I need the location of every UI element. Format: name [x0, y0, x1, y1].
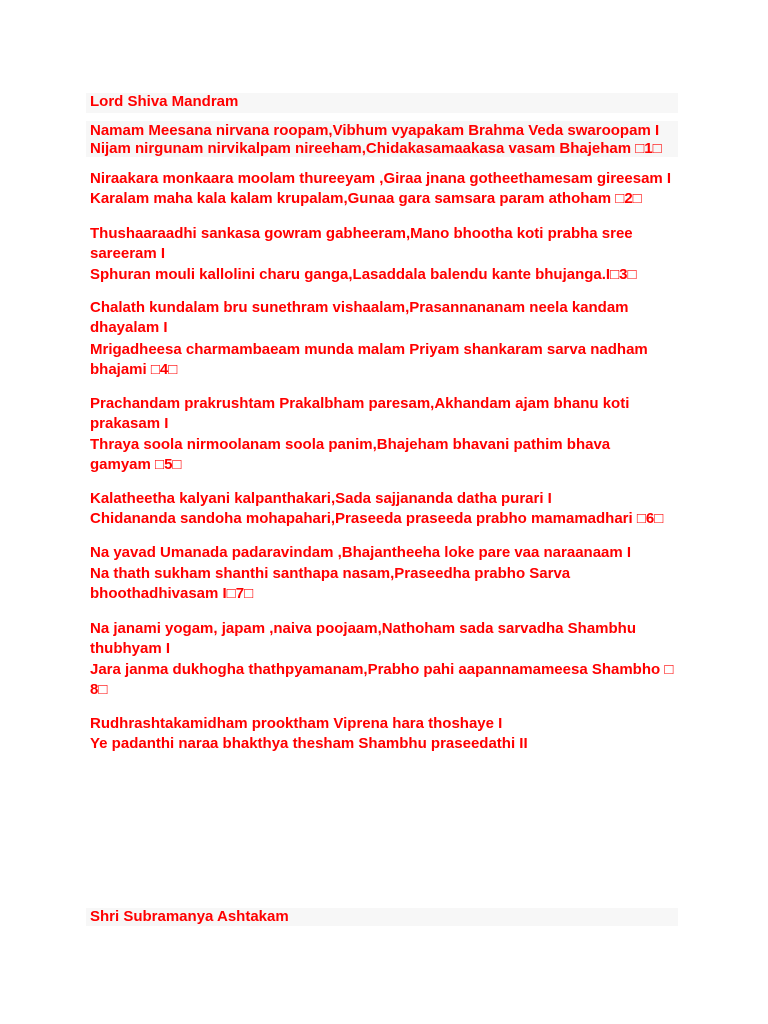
verse-9-line-1: Rudhrashtakamidham prooktham Viprena hara thoshaye I [90, 715, 503, 732]
section-title-2: Shri Subramanya Ashtakam [90, 908, 289, 925]
page-title: Lord Shiva Mandram [90, 93, 239, 110]
verse-5-line-3: Thraya soola nirmoolanam soola panim,Bhajeham bhavani pathim bhava [90, 436, 611, 453]
verse-7-line-2: Na thath sukham shanthi santhapa nasam,Praseedha prabho Sarva [90, 565, 571, 582]
verse-6-line-2: Chidananda sandoha mohapahari,Praseeda praseeda prabho mamamadhari □6□ [90, 510, 664, 527]
verse-3-line-2: sareeram I [90, 245, 166, 262]
verse-4-line-1: Chalath kundalam bru sunethram vishaalam,Prasannananam neela kandam [90, 299, 629, 316]
verse-1-line-1: Namam Meesana nirvana roopam,Vibhum vyapakam Brahma Veda swaroopam I [90, 122, 660, 139]
verse-6-line-1: Kalatheetha kalyani kalpanthakari,Sada sajjananda datha purari I [90, 490, 552, 507]
verse-5-line-2: prakasam I [90, 415, 169, 432]
verse-2-line-2: Karalam maha kala kalam krupalam,Gunaa gara samsara param athoham □2□ [90, 190, 642, 207]
verse-5-line-1: Prachandam prakrushtam Prakalbham paresam,Akhandam ajam bhanu koti [90, 395, 630, 412]
verse-9-line-2: Ye padanthi naraa bhakthya thesham Shambhu praseedathi II [90, 735, 528, 752]
verse-8-line-3: Jara janma dukhogha thathpyamanam,Prabho pahi aapannamameesa Shambho □ [90, 661, 674, 678]
verse-3-line-1: Thushaaraadhi sankasa gowram gabheeram,Mano bhootha koti prabha sree [90, 225, 633, 242]
verse-4-line-3: Mrigadheesa charmambaeam munda malam Priyam shankaram sarva nadham [90, 341, 648, 358]
verse-8-line-2: thubhyam I [90, 640, 171, 657]
verse-8-line-1: Na janami yogam, japam ,naiva poojaam,Nathoham sada sarvadha Shambhu [90, 620, 637, 637]
verse-4-line-4: bhajami □4□ [90, 361, 178, 378]
verse-4-line-2: dhayalam I [90, 319, 168, 336]
verse-7-line-3: bhoothadhivasam I□7□ [90, 585, 254, 602]
verse-7-line-1: Na yavad Umanada padaravindam ,Bhajantheeha loke pare vaa naraanaam I [90, 544, 632, 561]
verse-5-line-4: gamyam □5□ [90, 456, 182, 473]
verse-8-line-4: 8□ [90, 681, 108, 698]
verse-2-line-1: Niraakara monkaara moolam thureeyam ,Giraa jnana gotheethamesam gireesam I [90, 170, 672, 187]
verse-1-line-2: Nijam nirgunam nirvikalpam nireeham,Chidakasamaakasa vasam Bhajeham □1□ [90, 140, 662, 157]
verse-3-line-3: Sphuran mouli kallolini charu ganga,Lasaddala balendu kante bhujanga.I□3□ [90, 266, 637, 283]
